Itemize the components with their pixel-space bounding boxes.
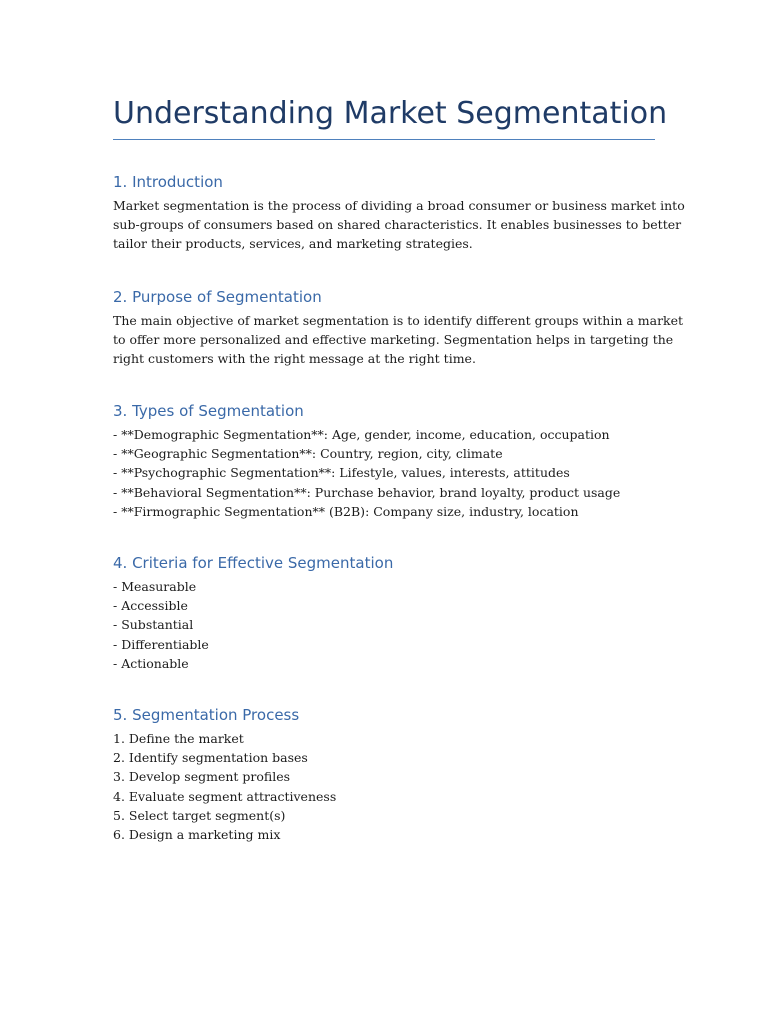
list-item: - **Behavioral Segmentation**: Purchase behavior, brand loyalty, product usage [113,484,621,500]
list-item: 4. Evaluate segment attractiveness [113,788,337,804]
section-list [113,729,655,844]
section-list [113,577,655,673]
list-item: - **Firmographic Segmentation** (B2B): Company size, industry, location [113,503,579,519]
body-line: sub-groups of consumers based on shared characteristics. It enables businesses to better [113,217,682,233]
body-line: The main objective of market segmentation is to identify different groups within a market [113,313,684,328]
list-item: - Differentiable [113,636,209,652]
list-item: - Actionable [113,655,189,671]
body-line: tailor their products, services, and marketing strategies. [113,236,473,252]
list-item: 5. Select target segment(s) [113,807,286,823]
list-item: - **Demographic Segmentation**: Age, gender, income, education, occupation [113,427,610,442]
section-list [113,425,655,521]
body-line: Market segmentation is the process of dividing a broad consumer or business market into [113,198,685,213]
section-heading: 3. Types of Segmentation [113,402,304,420]
section-process [113,705,655,844]
list-item: 3. Develop segment profiles [113,769,291,785]
list-item: - **Geographic Segmentation**: Country, region, city, climate [113,446,503,462]
list-item: - **Psychographic Segmentation**: Lifestyle, values, interests, attitudes [113,465,570,481]
title-underline [113,139,655,140]
body-line: to offer more personalized and effective marketing. Segmentation helps in targeting the [113,332,674,348]
list-item: 1. Define the market [113,731,244,746]
section-heading: 2. Purpose of Segmentation [113,288,322,306]
section-heading: 4. Criteria for Effective Segmentation [113,554,394,572]
body-line: right customers with the right message at the right time. [113,351,476,367]
list-item: 6. Design a marketing mix [113,827,281,843]
list-item: - Measurable [113,579,197,594]
list-item: - Accessible [113,598,188,614]
section-types [113,401,655,521]
list-item: - Substantial [113,617,194,633]
section-purpose [113,287,684,369]
section-heading: 5. Segmentation Process [113,706,300,724]
section-body [113,196,685,254]
section-criteria [113,553,655,673]
section-body [113,311,684,369]
section-introduction [113,172,685,254]
section-heading: 1. Introduction [113,173,223,191]
list-item: 2. Identify segmentation bases [113,750,308,766]
document-title: Understanding Market Segmentation [113,96,668,131]
